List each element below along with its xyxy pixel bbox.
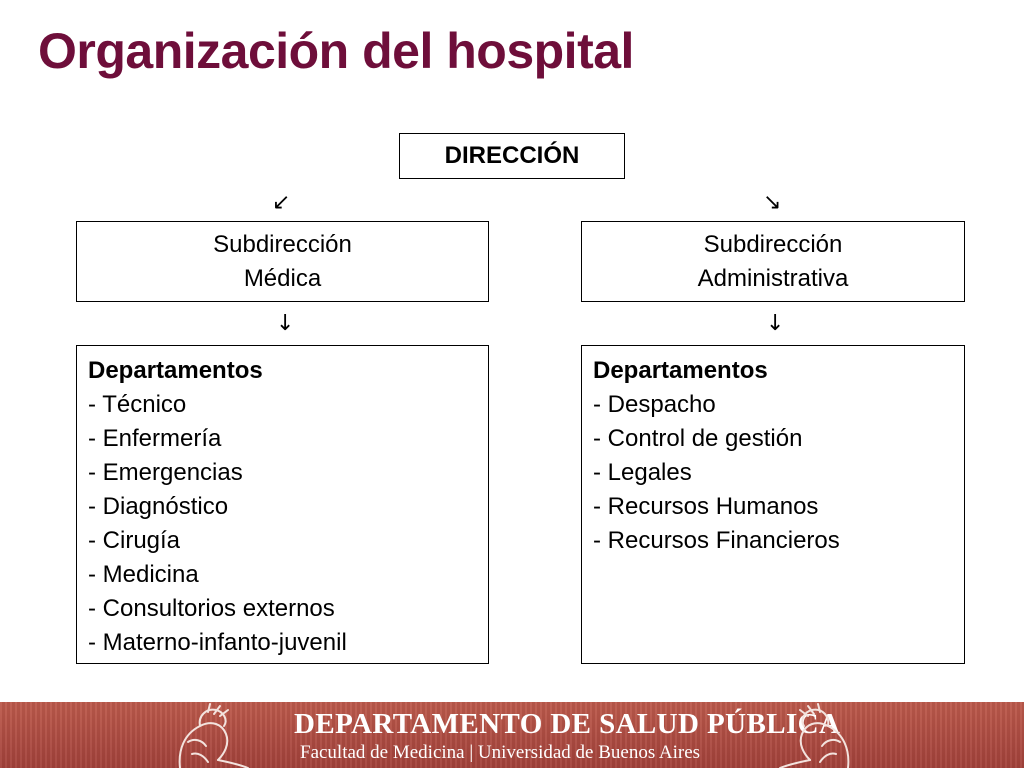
list-item: - Diagnóstico — [88, 493, 229, 520]
subdireccion-medica-line1: Subdirección — [213, 230, 352, 258]
arrow-to-subdireccion-medica: ↙ — [272, 190, 291, 215]
list-item: - Recursos Financieros — [593, 527, 840, 554]
list-item: - Materno-infanto-juvenil — [88, 629, 347, 656]
list-item: - Despacho — [593, 391, 716, 418]
faculty-emblem-icon — [770, 702, 870, 768]
list-item: - Medicina — [88, 561, 199, 588]
departamentos-administrativa-heading: Departamentos — [593, 357, 768, 384]
list-item: - Control de gestión — [593, 425, 803, 452]
list-item: - Legales — [593, 459, 692, 486]
list-item: - Emergencias — [88, 459, 243, 486]
subdireccion-administrativa-line2: Administrativa — [697, 264, 849, 292]
departamentos-medica-box — [76, 345, 489, 664]
list-item: - Cirugía — [88, 527, 181, 554]
slide-title: Organización del hospital — [38, 23, 634, 79]
faculty-emblem-icon — [158, 702, 258, 768]
departamentos-medica-list — [88, 388, 477, 660]
list-item: - Enfermería — [88, 425, 222, 452]
departamentos-administrativa-list — [593, 388, 953, 558]
list-item: - Técnico — [88, 391, 187, 418]
arrow-to-departamentos-medica: ↓ — [276, 311, 295, 336]
subdireccion-administrativa-box — [581, 221, 965, 302]
footer-banner — [0, 702, 1024, 768]
direccion-label: DIRECCIÓN — [444, 142, 580, 169]
subdireccion-administrativa-line1: Subdirección — [703, 230, 843, 258]
direccion-box — [399, 133, 625, 179]
departamentos-medica-heading: Departamentos — [88, 357, 263, 384]
subdireccion-medica-box — [76, 221, 489, 302]
subdireccion-medica-line2: Médica — [243, 264, 322, 292]
list-item: - Consultorios externos — [88, 595, 335, 622]
footer-faculty-name: Facultad de Medicina | Universidad de Buenos Aires — [300, 742, 701, 763]
arrow-to-subdireccion-administrativa: ↘ — [763, 190, 782, 215]
list-item: - Recursos Humanos — [593, 493, 819, 520]
arrow-to-departamentos-administrativa: ↓ — [766, 311, 785, 336]
departamentos-administrativa-box — [581, 345, 965, 664]
footer-department-name: DEPARTAMENTO DE SALUD PÚBLICA — [294, 708, 841, 740]
